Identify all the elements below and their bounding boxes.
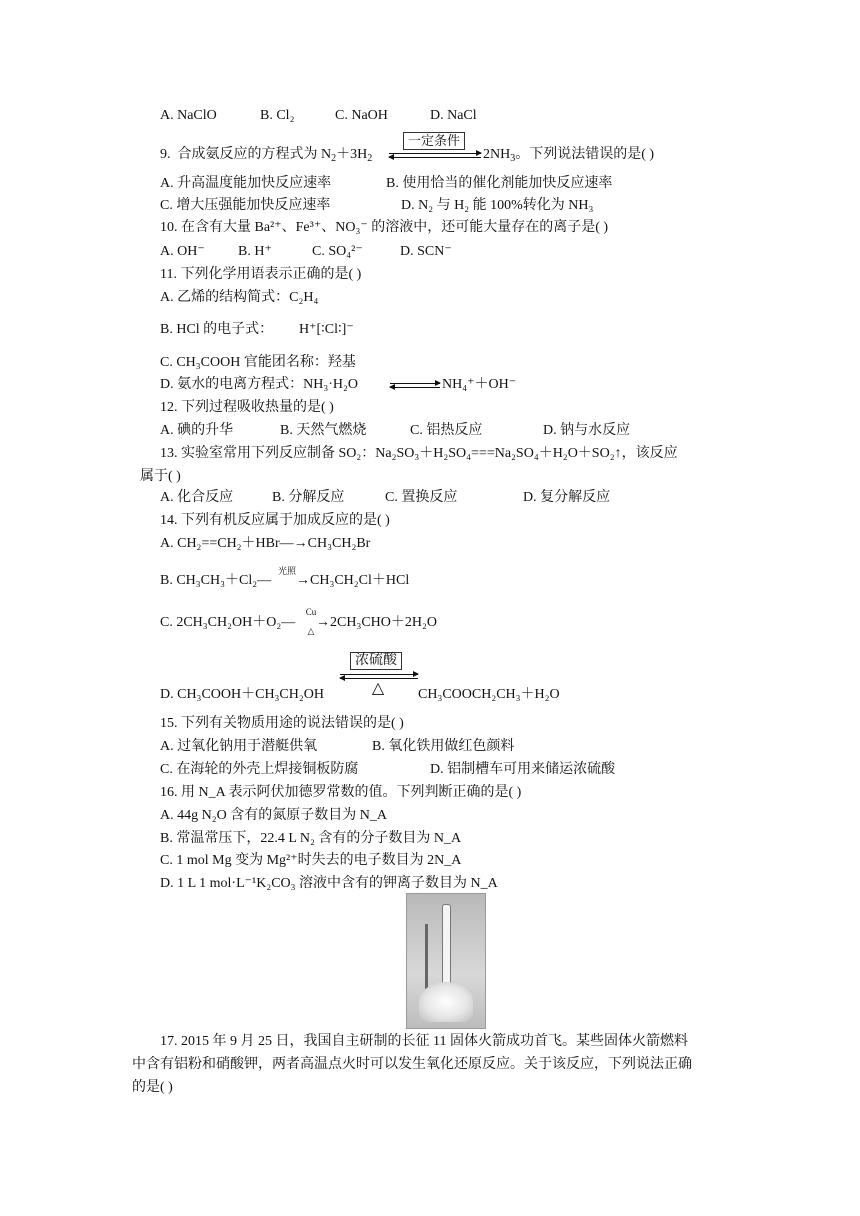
q14-option-b-right: →CH₃CH₂Cl＋HCl — [296, 573, 410, 588]
q17-stem-line3: 的是( ) — [132, 1080, 173, 1095]
q14-option-d-condition-top: 浓硫酸 — [350, 652, 402, 670]
q15-option-d: D. 铝制槽车可用来储运浓硫酸 — [430, 762, 616, 777]
q9-stem-tail: $2NH_3$。下列说法错误的是( ) — [483, 147, 655, 164]
q10-option-d: D. SCN⁻ — [400, 244, 452, 259]
q13-option-a: A. 化合反应 — [160, 490, 234, 505]
q14-option-d-left: D. CH₃COOH＋CH₃CH₂OH — [160, 687, 324, 702]
q11-option-a: A. 乙烯的结构简式：C₂H₄ — [160, 290, 319, 305]
q14-option-c-condition-top: Cu — [305, 607, 317, 617]
q11-option-b-label: B. HCl 的电子式： — [160, 322, 274, 337]
q10-option-b: B. H⁺ — [238, 244, 272, 259]
q14-option-c-right: →2CH₃CHO＋2H₂O — [316, 615, 437, 630]
q13-option-b: B. 分解反应 — [272, 490, 345, 505]
q11-option-c: C. CH₃COOH 官能团名称：羟基 — [160, 355, 356, 370]
q11-equilibrium-arrow — [390, 383, 440, 389]
q9-option-d: D. N₂ 与 H₂ 能 100%转化为 NH₃ — [401, 198, 594, 213]
q17-stem-line2: 中含有铝粉和硝酸钾，两者高温点火时可以发生氧化还原反应。关于该反应，下列说法正确 — [132, 1057, 692, 1072]
q16-option-c: C. 1 mol Mg 变为 Mg²⁺时失去的电子数目为 2N_A — [160, 853, 462, 868]
q14-option-d-right: CH₃COOCH₂CH₃＋H₂O — [418, 687, 560, 702]
q15-stem: 15. 下列有关物质用途的说法错误的是( ) — [160, 716, 404, 731]
q13-option-c: C. 置换反应 — [385, 490, 458, 505]
q9-equilibrium-arrow — [389, 153, 481, 159]
q11-option-b-electron-formula: H⁺[∶Cl∶]⁻ — [299, 322, 354, 337]
q15-option-b: B. 氧化铁用做红色颜料 — [372, 739, 515, 754]
q14-option-c-condition-bottom: △ — [307, 626, 315, 636]
q12-stem: 12. 下列过程吸收热量的是( ) — [160, 400, 334, 415]
q16-stem: 16. 用 N_A 表示阿伏加德罗常数的值。下列判断正确的是( ) — [160, 785, 522, 800]
q15-option-a: A. 过氧化钠用于潜艇供氧 — [160, 739, 318, 754]
q10-option-c: C. SO₄²⁻ — [312, 244, 363, 259]
q14-stem: 14. 下列有机反应属于加成反应的是( ) — [160, 513, 390, 528]
q16-option-d: D. 1 L 1 mol·L⁻¹K₂CO₃ 溶液中含有的钾离子数目为 N_A — [160, 876, 498, 891]
q17-stem-line1: 17. 2015 年 9 月 25 日，我国自主研制的长征 11 固体火箭成功首飞。某些固体火箭燃料 — [160, 1034, 688, 1049]
q13-option-d: D. 复分解反应 — [523, 490, 611, 505]
q11-option-d-right: NH₄⁺＋OH⁻ — [442, 377, 517, 392]
q13-stem-line2: 属于( ) — [140, 469, 181, 484]
q8-option-c: C. NaOH — [335, 108, 388, 123]
q13-stem-line1: 13. 实验室常用下列反应制备 SO₂：Na₂SO₃＋H₂SO₄===Na₂SO₄＋H₂O＋SO₂↑，该反应 — [160, 446, 678, 461]
q12-option-d: D. 钠与水反应 — [543, 423, 631, 438]
q14-option-b-condition: 光照 — [277, 566, 296, 576]
rocket-launch-photo — [406, 893, 486, 1029]
q9-option-a: A. 升高温度能加快反应速率 — [160, 176, 332, 191]
q8-option-d: D. NaCl — [430, 108, 477, 123]
q14-option-b-left: B. CH₃CH₃＋Cl₂— — [160, 573, 272, 588]
q11-option-d-left: D. 氨水的电离方程式：NH₃·H₂O — [160, 377, 358, 392]
q11-stem: 11. 下列化学用语表示正确的是( ) — [160, 267, 362, 282]
q9-condition-label: 一定条件 — [403, 132, 465, 150]
q8-option-a: A. NaClO — [160, 108, 217, 123]
q15-option-c: C. 在海轮的外壳上焊接铜板防腐 — [160, 762, 359, 777]
q12-option-a: A. 碘的升华 — [160, 423, 234, 438]
q14-option-d-condition-bottom: △ — [371, 680, 385, 697]
q12-option-b: B. 天然气燃烧 — [280, 423, 367, 438]
q8-option-b: B. Cl₂ — [260, 108, 295, 123]
q9-stem: 9. 合成氨反应的方程式为 $N_2+3H_2$ — [160, 147, 373, 164]
q10-stem: 10. 在含有大量 Ba²⁺、Fe³⁺、NO₃⁻ 的溶液中，还可能大量存在的离子是( ) — [160, 220, 609, 235]
q14-option-c-left: C. 2CH₃CH₂OH＋O₂— — [160, 615, 296, 630]
q9-option-b: B. 使用恰当的催化剂能加快反应速率 — [386, 176, 613, 191]
q14-option-a: A. CH₂==CH₂＋HBr—→CH₃CH₂Br — [160, 536, 371, 551]
q16-option-b: B. 常温常压下，22.4 L N₂ 含有的分子数目为 N_A — [160, 831, 462, 846]
q12-option-c: C. 铝热反应 — [410, 423, 483, 438]
q10-option-a: A. OH⁻ — [160, 244, 205, 259]
q9-option-c: C. 增大压强能加快反应速率 — [160, 198, 331, 213]
q16-option-a: A. 44g N₂O 含有的氮原子数目为 N_A — [160, 808, 387, 823]
